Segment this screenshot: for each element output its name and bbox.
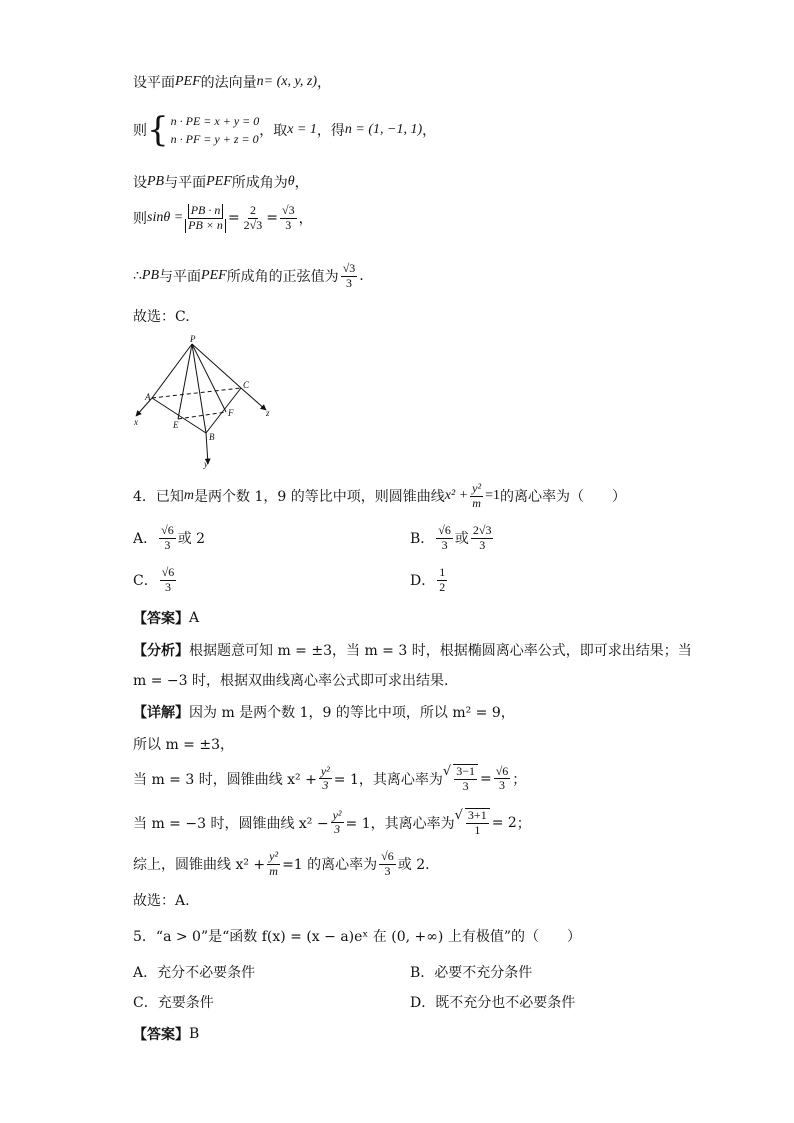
text: ， xyxy=(298,211,313,228)
text: 设 xyxy=(133,175,147,191)
detail-line-3 xyxy=(133,764,526,794)
fraction xyxy=(471,524,494,553)
text: 所成角的正弦值为 xyxy=(226,269,339,286)
option-c[interactable] xyxy=(133,992,214,1012)
fraction-y2m xyxy=(470,482,483,511)
numerator: 3+1 xyxy=(467,808,487,822)
denominator: 2√3 xyxy=(243,217,263,232)
fraction xyxy=(379,850,396,879)
numerator: PB · n xyxy=(188,204,224,219)
edge-cb xyxy=(206,388,241,433)
fraction-answer xyxy=(341,262,358,291)
sin-theta: sinθ = xyxy=(147,210,184,226)
fraction-1 xyxy=(242,204,265,233)
denominator: m xyxy=(472,495,481,510)
analysis-tag: 【分析】 xyxy=(133,643,189,659)
detail-line-4 xyxy=(133,808,531,838)
text: = 1，其离心率为 xyxy=(345,815,455,832)
text: 是两个数 1，9 的等比中项，则圆锥曲线 xyxy=(194,489,445,506)
numerator: y² xyxy=(320,763,330,778)
text: 与平面 xyxy=(159,269,202,286)
edge-pc xyxy=(192,344,241,388)
text: 则 xyxy=(133,211,147,228)
label-z: z xyxy=(266,408,270,418)
question-5-stem xyxy=(133,926,581,946)
fraction xyxy=(331,809,344,838)
fraction xyxy=(159,524,176,553)
text: 与平面 xyxy=(164,175,207,191)
numerator: √6 xyxy=(381,849,394,863)
plane-name: PEF xyxy=(201,268,227,284)
detail-line-1 xyxy=(133,702,515,722)
numerator: √6 xyxy=(161,565,175,579)
denominator: 3 xyxy=(164,537,171,552)
numerator: √3 xyxy=(342,261,356,275)
numerator: 2√3 xyxy=(472,523,492,537)
text: 设平面 xyxy=(133,75,175,91)
analysis-line-1 xyxy=(133,640,692,660)
equals: = xyxy=(266,210,278,227)
curve-part: =1 xyxy=(485,488,500,504)
text: . xyxy=(359,268,364,285)
option-d[interactable] xyxy=(410,992,575,1012)
answer-value: A xyxy=(189,610,200,626)
answer-value: B xyxy=(189,1026,200,1042)
fraction xyxy=(160,566,177,595)
option-b[interactable] xyxy=(410,962,532,982)
numerator: √6 xyxy=(438,523,451,537)
text: 或 2 xyxy=(177,531,206,548)
text: 的离心率为（ ） xyxy=(499,489,626,506)
text: = 1，其离心率为 xyxy=(333,771,443,788)
numerator: √6 xyxy=(161,523,174,537)
text: 所成角为 xyxy=(231,175,288,191)
label-b: B xyxy=(209,432,215,442)
text: 或 xyxy=(454,531,469,548)
plane-name: PEF xyxy=(206,174,232,189)
solution-line-normal-vector xyxy=(133,72,331,92)
text: 或 2. xyxy=(397,857,430,874)
numerator: y² xyxy=(332,807,342,822)
solution-line-angle xyxy=(133,172,309,192)
detail-text: 所以 m = ±3， xyxy=(133,737,234,753)
equation-row-2: n · PF = y + z = 0 xyxy=(170,132,259,146)
edge-ac-dashed xyxy=(152,388,241,398)
curve-part: x² + xyxy=(444,488,469,504)
fraction-sin xyxy=(185,204,226,233)
denominator: 3 xyxy=(384,863,391,878)
radical-sign: √ xyxy=(442,764,452,779)
label-x: x xyxy=(134,417,138,427)
option-text: D．既不充分也不必要条件 xyxy=(410,995,576,1011)
edge-ef-dashed xyxy=(178,412,226,419)
denominator: 1 xyxy=(474,822,481,837)
detail-line-2 xyxy=(133,734,234,754)
vector-n: n xyxy=(256,74,264,89)
question-4-stem xyxy=(133,482,626,511)
detail-text: 因为 m 是两个数 1，9 的等比中项，所以 m² = 9， xyxy=(189,705,515,721)
text: 故选：A. xyxy=(133,893,190,909)
plane-name: PEF xyxy=(175,74,201,89)
text: ，得 xyxy=(316,123,345,139)
text: ； xyxy=(512,771,527,788)
denominator: 3 xyxy=(479,537,486,552)
equals: = xyxy=(479,770,492,787)
vector-result: n = (1, −1, 1) xyxy=(344,122,423,137)
equation-row-1: n · PE = x + y = 0 xyxy=(170,114,260,128)
answer-line-q4 xyxy=(133,608,199,628)
text: ， xyxy=(317,75,332,91)
label-a: A xyxy=(145,392,151,402)
denominator: 2 xyxy=(439,579,446,594)
text: 的法向量 xyxy=(200,75,257,91)
pyramid-figure xyxy=(128,332,288,472)
text: 综上，圆锥曲线 x² + xyxy=(133,857,266,874)
option-c[interactable] xyxy=(133,566,178,595)
option-text: B．必要不充分条件 xyxy=(410,965,533,981)
denominator: 3 xyxy=(462,778,469,793)
denominator: 3 xyxy=(285,217,292,232)
denominator: 3 xyxy=(499,778,505,793)
theta: θ xyxy=(287,174,295,189)
fraction xyxy=(465,808,490,838)
edge-pa xyxy=(152,344,192,398)
option-text: A．充分不必要条件 xyxy=(133,965,256,981)
fraction-2 xyxy=(280,204,297,233)
left-brace: { xyxy=(147,110,169,150)
x-value: x = 1 xyxy=(287,122,317,137)
text: ； xyxy=(516,815,531,832)
sqrt-expression xyxy=(455,808,492,838)
vector-components: = (x, y, z) xyxy=(263,74,318,89)
text: ， xyxy=(294,175,309,191)
option-label: D． xyxy=(410,573,436,590)
equals: = xyxy=(227,210,240,227)
answer-line-q5 xyxy=(133,1024,199,1044)
text: 当 m = −3 时，圆锥曲线 x² − xyxy=(133,815,329,832)
choice-line-c xyxy=(133,306,190,326)
therefore: ∴ xyxy=(133,268,142,285)
text: =1 的离心率为 xyxy=(282,857,378,874)
fraction xyxy=(494,765,511,794)
segment-pb: PB xyxy=(141,268,160,284)
option-d[interactable] xyxy=(410,566,449,595)
detail-tag: 【详解】 xyxy=(133,705,189,721)
edge-ab xyxy=(152,398,206,433)
equals: = 2 xyxy=(491,814,517,831)
numerator: √6 xyxy=(495,763,509,778)
edge-pe xyxy=(178,344,192,419)
denominator: 3 xyxy=(322,778,329,793)
numerator: √3 xyxy=(282,203,295,217)
numerator: 2 xyxy=(249,203,256,217)
answer-tag: 【答案】 xyxy=(133,611,189,627)
solution-line-system xyxy=(133,112,436,148)
numerator: 3−1 xyxy=(456,764,475,778)
fraction xyxy=(436,524,453,553)
option-a[interactable] xyxy=(133,524,205,553)
option-label: B． xyxy=(410,531,435,548)
text: 故选：C. xyxy=(133,309,190,325)
analysis-line-2 xyxy=(133,670,448,690)
choice-line-a xyxy=(133,890,190,910)
denominator: 3 xyxy=(441,537,448,552)
fraction xyxy=(437,566,447,595)
option-text: C．充要条件 xyxy=(133,995,214,1011)
text: 4．已知 xyxy=(133,489,184,506)
analysis-text: 根据题意可知 m = ±3，当 m = 3 时，根据椭圆离心率公式，即可求出结果；当 xyxy=(189,643,692,659)
text: 则 xyxy=(133,123,147,139)
fraction xyxy=(319,765,332,794)
analysis-text: m = −3 时，根据双曲线离心率公式即可求出结果. xyxy=(133,673,449,689)
label-y: y xyxy=(204,459,208,469)
label-e: E xyxy=(173,420,179,430)
option-label: C． xyxy=(133,573,158,590)
text: ，取 xyxy=(259,123,288,139)
var-m: m xyxy=(183,488,195,504)
text: 5．“a > 0”是“函数 f(x) = (x − a)eˣ 在 (0, +∞) 上有极值”的（ ） xyxy=(133,929,581,945)
fraction xyxy=(267,850,280,879)
option-b[interactable] xyxy=(410,524,495,553)
text: 当 m = 3 时，圆锥曲线 x² + xyxy=(133,771,317,788)
label-p: P xyxy=(190,334,196,344)
denominator: PB × n xyxy=(185,219,226,233)
answer-tag: 【答案】 xyxy=(133,1027,189,1043)
detail-line-5 xyxy=(133,850,430,879)
label-f: F xyxy=(228,408,234,418)
option-a[interactable] xyxy=(133,962,255,982)
denominator: 3 xyxy=(165,579,172,594)
segment-pb: PB xyxy=(147,174,165,189)
denominator: m xyxy=(269,863,278,878)
numerator: 1 xyxy=(439,565,446,579)
numerator: y² xyxy=(269,849,279,863)
label-c: C xyxy=(243,380,250,390)
denominator: 3 xyxy=(334,822,341,837)
axis-z xyxy=(241,388,266,410)
equation-system xyxy=(171,112,260,148)
sqrt-expression xyxy=(443,764,480,794)
text: ， xyxy=(422,123,437,139)
fraction xyxy=(453,764,478,794)
denominator: 3 xyxy=(345,275,352,290)
solution-line-sin xyxy=(133,204,313,233)
solution-line-conclusion xyxy=(133,262,364,291)
option-label: A． xyxy=(133,531,158,548)
radical-sign: √ xyxy=(454,808,463,823)
numerator: y² xyxy=(472,481,482,495)
